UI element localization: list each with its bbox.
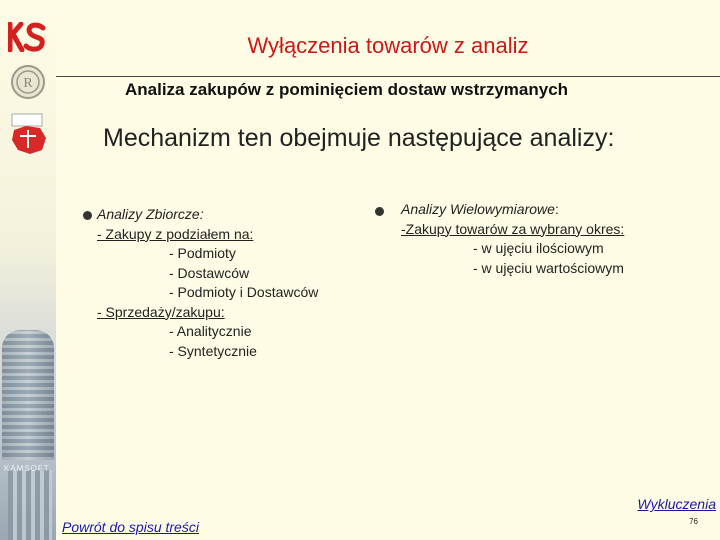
list-item: - Syntetycznie xyxy=(169,342,257,359)
page-title: Wyłączenia towarów z analiz xyxy=(247,33,529,58)
sidebar-decoration xyxy=(0,0,56,540)
exclusions-link[interactable]: Wykluczenia xyxy=(637,496,716,512)
page-subtitle: Analiza zakupów z pominięciem dostaw wstrzymanych xyxy=(125,80,569,99)
bullet-icon xyxy=(83,211,92,220)
list-item: - Podmioty xyxy=(169,245,236,261)
list-item: - w ujęciu ilościowym xyxy=(473,240,604,256)
left-analysis-block xyxy=(97,205,318,361)
poland-map-icon xyxy=(6,112,50,156)
building-image xyxy=(2,330,54,460)
svg-text:R: R xyxy=(23,76,33,91)
brand-label: KAMSOFT xyxy=(4,464,50,473)
building-image-lower xyxy=(8,470,52,540)
registered-seal-icon xyxy=(10,64,46,100)
list-item: - Dostawców xyxy=(169,264,250,281)
title-divider xyxy=(56,76,720,77)
list-item: - w ujęciu wartościowym xyxy=(473,259,624,276)
group-label: -Zakupy towarów za wybrany okres: xyxy=(401,220,625,237)
back-to-contents-link[interactable]: Powrót do spisu treści xyxy=(62,519,199,535)
group-label: - Zakupy z podziałem na: xyxy=(97,225,254,242)
group-label: - Sprzedaży/zakupu: xyxy=(97,303,225,320)
heading-colon: : xyxy=(554,201,559,217)
bullet-icon xyxy=(375,207,384,216)
list-item: - Analitycznie xyxy=(169,323,252,339)
ks-logo-icon xyxy=(8,22,48,52)
right-block-heading: Analizy Wielowymiarowe xyxy=(401,201,555,217)
list-item: - Podmioty i Dostawców xyxy=(169,284,319,300)
page-number: 76 xyxy=(689,517,698,526)
mechanism-heading: Mechanizm ten obejmuje następujące analizy: xyxy=(103,124,615,152)
left-block-heading: Analizy Zbiorcze: xyxy=(97,206,204,222)
right-analysis-block xyxy=(401,200,624,278)
